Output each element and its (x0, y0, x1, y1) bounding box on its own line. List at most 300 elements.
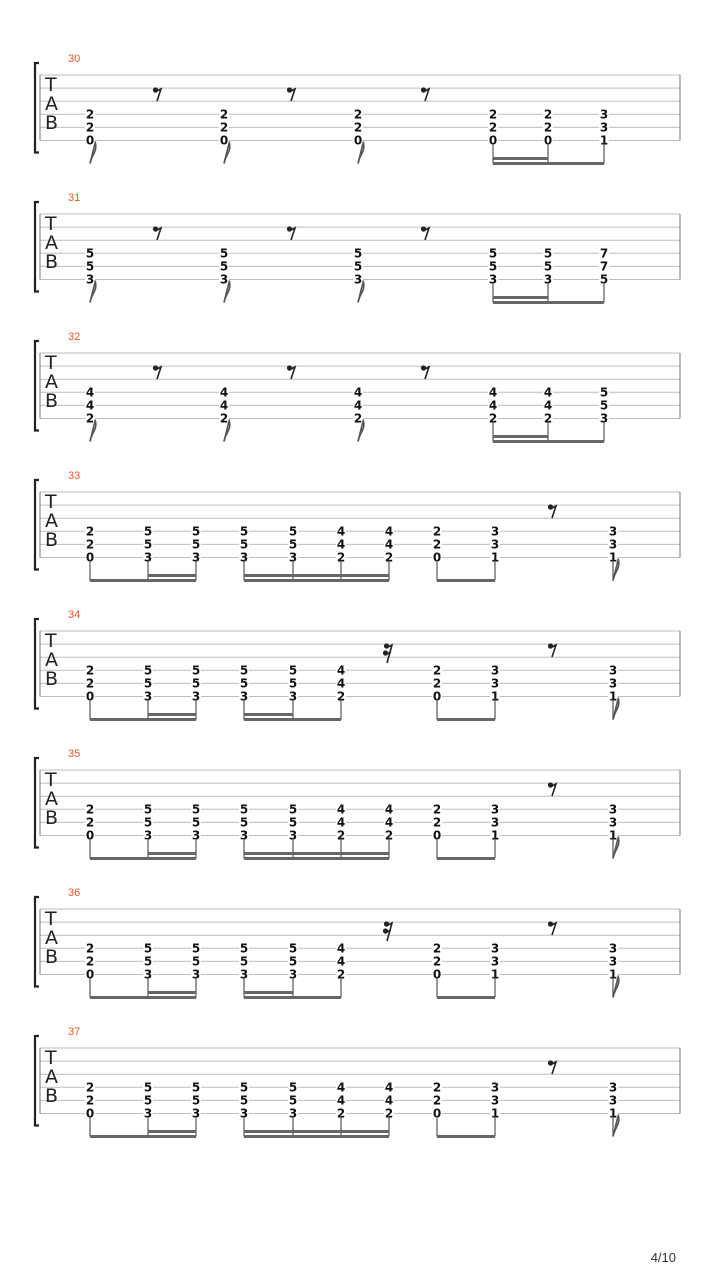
chord (239, 663, 249, 719)
chord (599, 246, 609, 302)
fret-number: 0 (432, 967, 442, 982)
chord (143, 663, 153, 719)
fret-number: 2 (85, 537, 95, 552)
fret-number: 4 (384, 524, 394, 539)
chord (85, 663, 95, 719)
fret-number: 5 (488, 259, 498, 274)
fret-number: 4 (85, 398, 95, 413)
fret-number: 2 (488, 411, 498, 426)
fret-number: 5 (143, 676, 153, 691)
chord (432, 802, 442, 858)
fret-number: 3 (608, 676, 618, 691)
tab-system-31 (35, 192, 680, 303)
eighth-rest (421, 365, 429, 379)
fret-number: 3 (219, 272, 229, 287)
chord (384, 524, 394, 580)
fret-number: 3 (490, 676, 500, 691)
fret-number: 2 (336, 550, 346, 565)
fret-number: 2 (384, 550, 394, 565)
fret-number: 3 (490, 954, 500, 969)
fret-number: 2 (543, 107, 553, 122)
fret-number: 3 (143, 550, 153, 565)
fret-number: 0 (85, 1106, 95, 1121)
tab-clef-letter: B (45, 529, 59, 551)
measure-number: 37 (68, 1026, 81, 1038)
chord (490, 663, 500, 719)
tab-clef-letter: T (45, 630, 57, 652)
fret-number: 3 (239, 550, 249, 565)
fret-number: 3 (143, 689, 153, 704)
fret-number: 5 (239, 1080, 249, 1095)
fret-number: 5 (85, 259, 95, 274)
chord (85, 1080, 95, 1136)
fret-number: 1 (490, 689, 500, 704)
measure-number: 36 (68, 887, 81, 899)
chord (85, 802, 95, 858)
fret-number: 3 (353, 272, 363, 287)
fret-number: 2 (85, 676, 95, 691)
chord (543, 385, 553, 441)
fret-number: 5 (143, 1080, 153, 1095)
measure-number: 31 (68, 192, 81, 204)
fret-number: 4 (353, 398, 363, 413)
tab-clef-letter: T (45, 491, 57, 513)
chord (143, 941, 153, 997)
fret-number: 3 (608, 954, 618, 969)
fret-number: 4 (336, 954, 346, 969)
fret-number: 4 (336, 941, 346, 956)
fret-number: 3 (490, 524, 500, 539)
tab-system-35 (35, 748, 680, 859)
fret-number: 2 (85, 120, 95, 135)
fret-number: 0 (432, 828, 442, 843)
fret-number: 3 (608, 815, 618, 830)
fret-number: 5 (239, 815, 249, 830)
fret-number: 5 (288, 537, 298, 552)
fret-number: 5 (239, 537, 249, 552)
fret-number: 3 (608, 524, 618, 539)
fret-number: 0 (85, 967, 95, 982)
fret-number: 2 (432, 663, 442, 678)
fret-number: 1 (599, 133, 609, 148)
chord (191, 941, 201, 997)
fret-number: 4 (336, 537, 346, 552)
fret-number: 5 (288, 1093, 298, 1108)
chord (85, 246, 96, 302)
fret-number: 3 (239, 828, 249, 843)
fret-number: 3 (608, 802, 618, 817)
chord (143, 524, 153, 580)
measure-number: 32 (68, 331, 81, 343)
fret-number: 0 (85, 550, 95, 565)
fret-number: 3 (191, 1106, 201, 1121)
fret-number: 5 (239, 941, 249, 956)
fret-number: 2 (543, 120, 553, 135)
fret-number: 4 (543, 385, 553, 400)
fret-number: 3 (143, 967, 153, 982)
chord (143, 1080, 153, 1136)
fret-number: 2 (85, 107, 95, 122)
fret-number: 3 (288, 550, 298, 565)
fret-number: 5 (85, 246, 95, 261)
chord (384, 1080, 394, 1136)
tab-clef-letter: A (45, 371, 58, 393)
chord (432, 663, 442, 719)
tab-clef-letter: A (45, 93, 58, 115)
chord (288, 941, 298, 997)
system-bracket (35, 1036, 39, 1126)
fret-number: 3 (191, 828, 201, 843)
fret-number: 5 (239, 524, 249, 539)
fret-number: 2 (353, 107, 363, 122)
tab-clef-letter: B (45, 1085, 59, 1107)
chord (85, 107, 96, 163)
fret-number: 2 (488, 107, 498, 122)
fret-number: 2 (384, 828, 394, 843)
tab-clef-letter: T (45, 769, 57, 791)
tab-system-34 (35, 609, 680, 720)
eighth-rest (153, 365, 161, 379)
fret-number: 0 (432, 550, 442, 565)
fret-number: 2 (336, 1106, 346, 1121)
fret-number: 3 (288, 967, 298, 982)
fret-number: 5 (143, 954, 153, 969)
fret-number: 0 (432, 689, 442, 704)
fret-number: 2 (432, 802, 442, 817)
fret-number: 1 (490, 1106, 500, 1121)
eighth-rest (548, 921, 556, 935)
fret-number: 3 (239, 967, 249, 982)
fret-number: 5 (239, 676, 249, 691)
tab-clef-letter: B (45, 112, 59, 134)
chord (288, 524, 298, 580)
fret-number: 5 (599, 272, 609, 287)
fret-number: 4 (336, 1080, 346, 1095)
tab-system-37 (35, 1026, 680, 1137)
fret-number: 5 (191, 1093, 201, 1108)
fret-number: 2 (432, 941, 442, 956)
fret-number: 4 (384, 537, 394, 552)
fret-number: 3 (239, 1106, 249, 1121)
fret-number: 0 (85, 689, 95, 704)
fret-number: 1 (608, 550, 618, 565)
fret-number: 2 (432, 1080, 442, 1095)
fret-number: 5 (191, 815, 201, 830)
fret-number: 5 (191, 537, 201, 552)
chord (288, 1080, 298, 1136)
fret-number: 5 (143, 663, 153, 678)
tab-clef-letter: A (45, 927, 58, 949)
fret-number: 2 (384, 1106, 394, 1121)
fret-number: 5 (143, 1093, 153, 1108)
fret-number: 3 (490, 815, 500, 830)
tab-clef-letter: T (45, 1047, 57, 1069)
system-bracket (35, 619, 39, 709)
fret-number: 2 (85, 1093, 95, 1108)
fret-number: 3 (599, 107, 609, 122)
fret-number: 2 (85, 941, 95, 956)
system-bracket (35, 202, 39, 292)
chord (85, 524, 95, 580)
fret-number: 2 (85, 802, 95, 817)
chord (384, 802, 394, 858)
chord (191, 524, 201, 580)
fret-number: 2 (488, 120, 498, 135)
fret-number: 5 (239, 802, 249, 817)
fret-number: 5 (239, 954, 249, 969)
chord (239, 1080, 249, 1136)
fret-number: 2 (432, 537, 442, 552)
fret-number: 5 (288, 1080, 298, 1095)
fret-number: 2 (432, 676, 442, 691)
eighth-rest (548, 782, 556, 796)
fret-number: 3 (191, 550, 201, 565)
chord (488, 246, 498, 302)
eighth-rest (153, 87, 161, 101)
chord (432, 941, 442, 997)
fret-number: 4 (543, 398, 553, 413)
fret-number: 2 (353, 411, 363, 426)
fret-number: 1 (490, 550, 500, 565)
system-bracket (35, 758, 39, 848)
fret-number: 3 (288, 828, 298, 843)
chord (599, 107, 609, 163)
fret-number: 3 (608, 537, 618, 552)
chord (543, 246, 553, 302)
fret-number: 5 (288, 941, 298, 956)
tab-clef-letter: A (45, 649, 58, 671)
chord (336, 524, 346, 580)
fret-number: 4 (336, 815, 346, 830)
fret-number: 5 (288, 815, 298, 830)
fret-number: 2 (432, 954, 442, 969)
chord (488, 385, 498, 441)
tab-clef-letter: B (45, 390, 59, 412)
tab-clef-letter: T (45, 213, 57, 235)
fret-number: 0 (85, 828, 95, 843)
tab-clef-letter: B (45, 807, 59, 829)
fret-number: 0 (488, 133, 498, 148)
sixteenth-rest (383, 921, 392, 941)
fret-number: 0 (432, 1106, 442, 1121)
chord (353, 107, 364, 163)
fret-number: 5 (219, 246, 229, 261)
tab-clef-letter: T (45, 74, 57, 96)
fret-number: 5 (543, 259, 553, 274)
tab-system-36 (35, 887, 680, 998)
chord (239, 524, 249, 580)
fret-number: 4 (336, 524, 346, 539)
fret-number: 5 (288, 524, 298, 539)
eighth-rest (548, 1060, 556, 1074)
fret-number: 5 (143, 524, 153, 539)
chord (219, 385, 230, 441)
fret-number: 2 (432, 1093, 442, 1108)
fret-number: 3 (288, 1106, 298, 1121)
fret-number: 4 (384, 1080, 394, 1095)
system-bracket (35, 897, 39, 987)
fret-number: 4 (353, 385, 363, 400)
fret-number: 5 (239, 663, 249, 678)
chord (191, 663, 201, 719)
fret-number: 0 (543, 133, 553, 148)
fret-number: 5 (191, 663, 201, 678)
fret-number: 1 (608, 1106, 618, 1121)
tab-clef-letter: T (45, 908, 57, 930)
fret-number: 3 (490, 802, 500, 817)
tab-system-32 (35, 331, 680, 442)
chord (336, 1080, 346, 1136)
fret-number: 2 (85, 815, 95, 830)
chord (490, 1080, 500, 1136)
fret-number: 1 (608, 967, 618, 982)
chord (599, 385, 609, 441)
fret-number: 5 (239, 1093, 249, 1108)
fret-number: 5 (143, 802, 153, 817)
fret-number: 2 (219, 120, 229, 135)
fret-number: 3 (191, 689, 201, 704)
fret-number: 7 (599, 259, 609, 274)
chord (490, 524, 500, 580)
chord (490, 802, 500, 858)
fret-number: 3 (599, 120, 609, 135)
fret-number: 5 (143, 537, 153, 552)
system-bracket (35, 63, 39, 153)
chord (239, 802, 249, 858)
measure-number: 34 (68, 609, 81, 621)
fret-number: 1 (608, 689, 618, 704)
fret-number: 0 (353, 133, 363, 148)
fret-number: 4 (384, 815, 394, 830)
measure-number: 35 (68, 748, 81, 760)
fret-number: 3 (191, 967, 201, 982)
fret-number: 3 (143, 828, 153, 843)
fret-number: 5 (143, 941, 153, 956)
fret-number: 5 (191, 802, 201, 817)
fret-number: 5 (288, 954, 298, 969)
fret-number: 2 (85, 411, 95, 426)
tab-clef-letter: A (45, 788, 58, 810)
fret-number: 3 (143, 1106, 153, 1121)
tab-clef-letter: B (45, 668, 59, 690)
fret-number: 3 (490, 1080, 500, 1095)
eighth-rest (421, 87, 429, 101)
measure-number: 33 (68, 470, 81, 482)
fret-number: 1 (490, 828, 500, 843)
fret-number: 5 (191, 524, 201, 539)
fret-number: 2 (336, 828, 346, 843)
fret-number: 0 (219, 133, 229, 148)
fret-number: 5 (191, 1080, 201, 1095)
chord (191, 802, 201, 858)
tab-clef-letter: B (45, 946, 59, 968)
chord (543, 107, 553, 163)
fret-number: 1 (608, 828, 618, 843)
fret-number: 4 (85, 385, 95, 400)
eighth-rest (548, 504, 556, 518)
tab-clef-letter: A (45, 1066, 58, 1088)
fret-number: 3 (239, 689, 249, 704)
tab-system-30 (35, 53, 680, 164)
fret-number: 4 (336, 1093, 346, 1108)
fret-number: 5 (191, 676, 201, 691)
fret-number: 2 (219, 107, 229, 122)
eighth-rest (153, 226, 161, 240)
fret-number: 4 (384, 1093, 394, 1108)
fret-number: 5 (353, 246, 363, 261)
fret-number: 2 (85, 1080, 95, 1095)
chord (288, 802, 298, 858)
chord (85, 385, 96, 441)
fret-number: 5 (288, 663, 298, 678)
eighth-rest (548, 643, 556, 657)
tab-clef-letter: A (45, 232, 58, 254)
fret-number: 2 (353, 120, 363, 135)
chord (353, 385, 364, 441)
fret-number: 3 (608, 663, 618, 678)
tab-clef-letter: T (45, 352, 57, 374)
fret-number: 5 (543, 246, 553, 261)
chord (336, 663, 346, 719)
chord (432, 524, 442, 580)
fret-number: 5 (288, 802, 298, 817)
eighth-rest (287, 87, 295, 101)
fret-number: 2 (85, 663, 95, 678)
chord (219, 107, 230, 163)
fret-number: 4 (336, 663, 346, 678)
eighth-rest (287, 365, 295, 379)
chord (219, 246, 230, 302)
chord (353, 246, 364, 302)
fret-number: 3 (488, 272, 498, 287)
chord (143, 802, 153, 858)
fret-number: 4 (488, 398, 498, 413)
sixteenth-rest (383, 643, 392, 663)
fret-number: 4 (336, 802, 346, 817)
fret-number: 2 (85, 524, 95, 539)
system-bracket (35, 480, 39, 570)
chord (239, 941, 249, 997)
chord (288, 663, 298, 719)
chord (488, 107, 498, 163)
fret-number: 4 (488, 385, 498, 400)
tab-clef-letter: B (45, 251, 59, 273)
tab-clef-letter: A (45, 510, 58, 532)
fret-number: 1 (490, 967, 500, 982)
fret-number: 3 (608, 1093, 618, 1108)
fret-number: 5 (191, 954, 201, 969)
chord (336, 941, 346, 997)
fret-number: 3 (608, 1080, 618, 1095)
fret-number: 3 (599, 411, 609, 426)
fret-number: 7 (599, 246, 609, 261)
measure-number: 30 (68, 53, 81, 65)
fret-number: 3 (490, 663, 500, 678)
fret-number: 2 (85, 954, 95, 969)
fret-number: 0 (85, 133, 95, 148)
chord (85, 941, 95, 997)
chord (336, 802, 346, 858)
fret-number: 5 (488, 246, 498, 261)
tab-system-33 (35, 470, 680, 581)
fret-number: 2 (336, 967, 346, 982)
eighth-rest (421, 226, 429, 240)
fret-number: 3 (490, 537, 500, 552)
fret-number: 5 (353, 259, 363, 274)
fret-number: 3 (85, 272, 95, 287)
chord (432, 1080, 442, 1136)
fret-number: 5 (143, 815, 153, 830)
